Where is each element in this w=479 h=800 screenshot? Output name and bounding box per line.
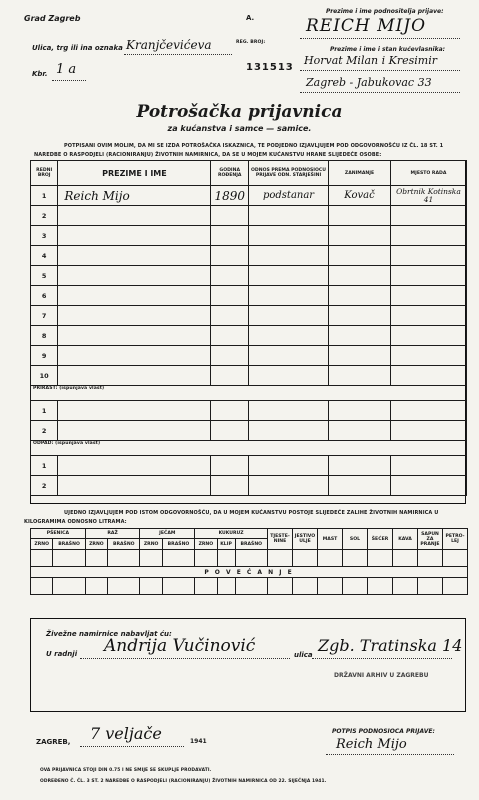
- col-job-header: ZANIMANJE: [329, 161, 391, 186]
- row-year: 1890: [211, 186, 249, 206]
- supply-street-value: Zgb. Tratinska 14: [318, 636, 463, 655]
- table-row: 2: [31, 476, 467, 496]
- increase-label: P O V E Ć A N J E: [31, 567, 468, 578]
- table-row: 1: [31, 456, 467, 476]
- table-row: 1 Reich Mijo 1890 podstanar Kovač Obrtnik Kotinska 41: [31, 186, 467, 206]
- shop-label: U radnji: [46, 650, 78, 658]
- odpad-label: ODPAD: (ispunjava vlast): [31, 441, 467, 456]
- group-rye: RAŽ: [85, 529, 140, 539]
- col-year-header: GODINA ROĐENJA: [211, 161, 249, 186]
- table-row: 8: [31, 326, 467, 346]
- row-work: Obrtnik Kotinska 41: [390, 186, 466, 206]
- table-row: 10: [31, 366, 467, 386]
- form-subtitle: za kućanstva i samce — samice.: [167, 124, 312, 133]
- table-row: 4: [31, 246, 467, 266]
- signature: Reich Mijo: [336, 737, 407, 752]
- group-wheat: PŠENICA: [31, 529, 86, 539]
- house-value: 1 a: [56, 62, 77, 77]
- table-row: 6: [31, 286, 467, 306]
- form-title: Potrošačka prijavnica: [136, 102, 343, 122]
- applicant-label: Prezime i ime podnositelja prijave:: [326, 8, 444, 15]
- owner-label: Prezime i ime i stan kućevlasnika:: [330, 46, 446, 53]
- applicant-value: REICH MIJO: [306, 16, 427, 36]
- row-job: Kovač: [329, 186, 391, 206]
- price-note: OVA PRIJAVNICA STOJI DIN 0.75 I NE SMIJE SE SKUPLJE PRODAVATI.: [40, 768, 212, 773]
- table-row: 2: [31, 206, 467, 226]
- persons-table: [30, 160, 467, 496]
- table-row: 3: [31, 226, 467, 246]
- decree-note: ODREĐENO Č. ČL. 3 ST. 2 NAREDBE O RASPODJELI (RACIONIRANJU) ŽIVOTNIH NAMIRNICA OD 22. SIJEČNJA 1941.: [40, 779, 327, 784]
- table-row: 5: [31, 266, 467, 286]
- intro-text: POTPISANI OVIM MOLIM, DA MI SE IZDA POTROŠAČKA ISKAZNICA, TE PODJEDNO IZJAVLJUJEM POD ODGOVORNOŠĆU IZ ČL. 18 ST. 1 NAREDBE O RASPODJELI (RACIONIRANJU) ŽIVOTNIH NAMIRNICA, DA SE U MOJEM KUĆANSTVU HRANE SLIJEDEĆE OSOBE:: [34, 143, 444, 158]
- reg-number: 131513: [246, 62, 294, 73]
- date-value: 7 veljače: [90, 724, 162, 743]
- stock-table: PŠENICA RAŽ JEČAM KUKURUZ TJESTE-NINE JESTIVO ULJE MAST SOL ŠEĆER KAVA SAPUN ZA PRANJE PETRO-LEJ ZRNO BRAŠNO ZRNO BRAŠNO ZRNO BRAŠNO ZRNO KLIP BRAŠNO P O V E Ć A N J E: [30, 528, 468, 595]
- stock-intro: UJEDNO IZJAVLJUJEM POD ISTOM ODGOVORNOŠĆU, DA U MOJEM KUĆANSTVU POSTOJE SLIJEDEĆE ZALIHE ŽIVOTNIH NAMIRNICA U KILOGRAMIMA ODNOSNO LITRAMA:: [24, 510, 439, 525]
- table-row: 7: [31, 306, 467, 326]
- street-value: Kranjčevićeva: [126, 38, 212, 52]
- col-no-header: REDNI BROJ: [31, 161, 58, 186]
- group-barley: JEČAM: [140, 529, 195, 539]
- city-label: Grad Zagreb: [24, 14, 81, 23]
- street-label: Ulica, trg ili ina oznaka: [32, 44, 123, 52]
- form-letter: A.: [246, 14, 255, 22]
- supply-street-label: ulica: [294, 651, 313, 659]
- owner-value-2: Zagreb - Jabukovac 33: [306, 76, 432, 89]
- table-row: 2: [31, 421, 467, 441]
- signature-label: POTPIS PODNOSIOCA PRIJAVE:: [332, 728, 435, 735]
- col-name-header: PREZIME I IME: [58, 161, 211, 186]
- reg-label: REG. BROJ:: [236, 40, 266, 45]
- col-work-header: MJESTO RADA: [390, 161, 466, 186]
- prirast-label: PRIRAST: (ispunjava vlast): [31, 386, 467, 401]
- row-name: Reich Mijo: [58, 186, 211, 206]
- supply-label: Živežne namirnice nabavljat ću:: [46, 630, 172, 638]
- stock-row: [31, 578, 468, 595]
- stock-row: [31, 550, 468, 567]
- col-relation-header: ODNOS PREMA PODNOSIOCU PRIJAVE ODN. STARJEŠINI: [248, 161, 328, 186]
- shop-value: Andrija Vučinović: [104, 636, 256, 656]
- table-row: 1: [31, 401, 467, 421]
- archive-stamp: DRŽAVNI ARHIV U ZAGREBU: [334, 672, 429, 679]
- place-label: ZAGREB,: [36, 738, 71, 746]
- table-row: 9: [31, 346, 467, 366]
- group-corn: KUKURUZ: [195, 529, 268, 539]
- house-label: Kbr.: [32, 70, 48, 78]
- owner-value-1: Horvat Milan i Kresimir: [304, 54, 437, 67]
- row-relation: podstanar: [248, 186, 328, 206]
- year-value: 1941: [190, 738, 207, 745]
